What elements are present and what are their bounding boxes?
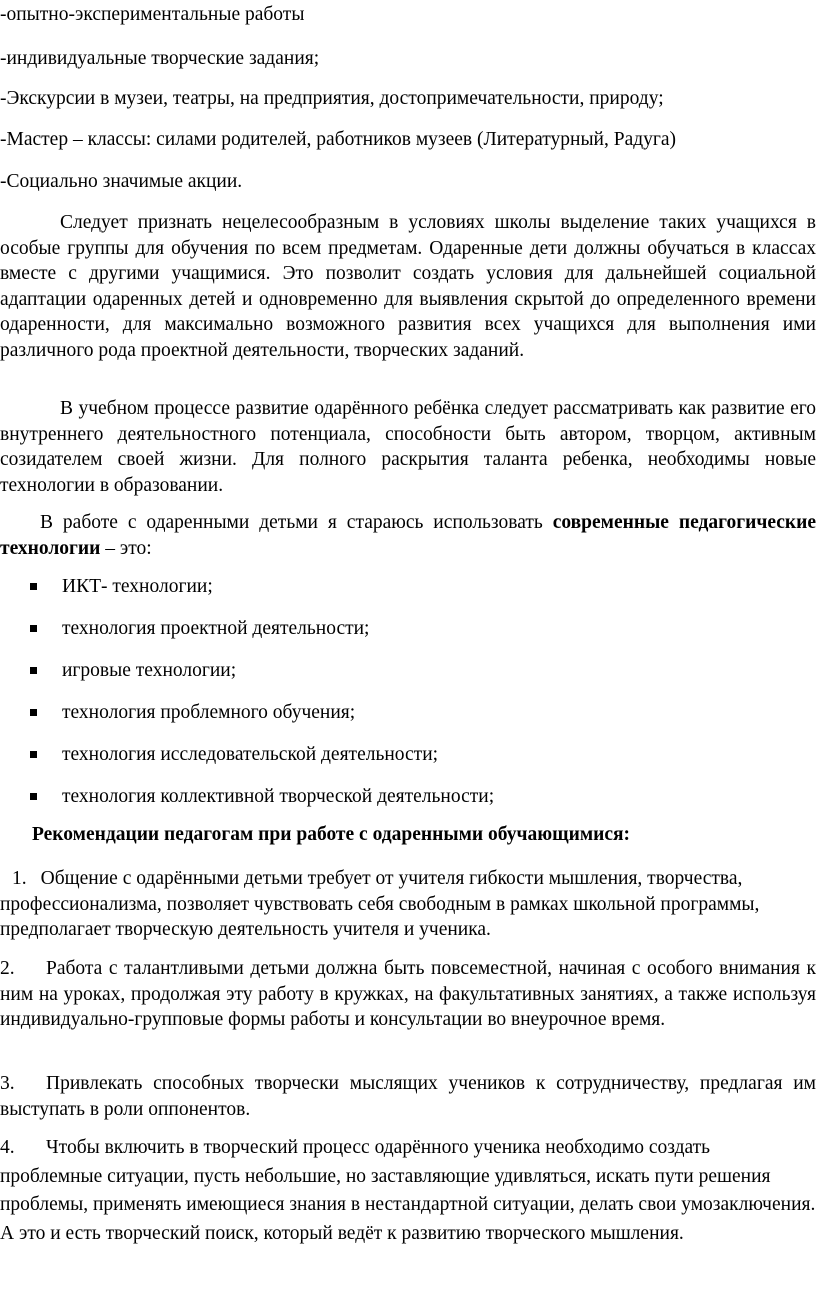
recommendation-item bbox=[0, 866, 816, 943]
list-item-text: технология проблемного обучения; bbox=[62, 702, 356, 723]
paragraph-technologies-bold: современные педагогические технологии bbox=[0, 512, 816, 559]
recommendation-text: Чтобы включить в творческий процесс одарённого ученика необходимо создать проблемные ситуации, пусть небольшие, но заставляющие удивляться, искать пути решения проблемы, применять имеющиеся знания в нестандартной ситуации, делать свои умозаключения. А это и есть творческий поиск, который ведёт к развитию творческого мышления. bbox=[0, 1137, 816, 1244]
list-item bbox=[0, 743, 816, 767]
list-item-text: технология коллективной творческой деятельности; bbox=[62, 786, 495, 807]
recommendation-item bbox=[0, 1134, 816, 1248]
list-item-text: игровые технологии; bbox=[62, 660, 237, 681]
intro-line-1: -опытно-экспериментальные работы bbox=[0, 4, 305, 25]
square-bullet-icon bbox=[30, 583, 37, 590]
list-item-text: технология исследовательской деятельности; bbox=[62, 744, 439, 765]
intro-line-2: -индивидуальные творческие задания; bbox=[0, 48, 320, 69]
paragraph-technologies-intro bbox=[0, 510, 816, 562]
intro-line-4: -Мастер – классы: силами родителей, работников музеев (Литературный, Радуга) bbox=[0, 129, 677, 150]
square-bullet-icon bbox=[30, 709, 37, 716]
paragraph-technologies-tail: – это: bbox=[100, 538, 152, 559]
recommendation-text: Общение с одарёнными детьми требует от учителя гибкости мышления, творчества, профессионализма, позволяет чувствовать себя свободным в рамках школьной программы, предполагает творческую деятельность учителя и ученика. bbox=[0, 868, 760, 940]
intro-line-3: -Экскурсии в музеи, театры, на предприятия, достопримечательности, природу; bbox=[0, 88, 664, 109]
technologies-list bbox=[0, 575, 816, 827]
list-item bbox=[0, 785, 816, 809]
paragraph-technologies-lead: В работе с одаренными детьми я стараюсь использовать bbox=[40, 512, 553, 533]
list-item-text: ИКТ- технологии; bbox=[62, 576, 213, 597]
recommendation-text: Привлекать способных творчески мыслящих учеников к сотрудничеству, предлагая им выступать в роли оппонентов. bbox=[0, 1073, 816, 1120]
recommendation-number: 4. bbox=[0, 1137, 15, 1158]
square-bullet-icon bbox=[30, 667, 37, 674]
square-bullet-icon bbox=[30, 625, 37, 632]
recommendation-number: 1. bbox=[12, 868, 27, 889]
intro-line-5: -Социально значимые акции. bbox=[0, 171, 243, 192]
list-item bbox=[0, 659, 816, 683]
recommendation-number: 3. bbox=[0, 1073, 15, 1094]
list-item bbox=[0, 701, 816, 725]
recommendations-heading: Рекомендации педагогам при работе с одаренными обучающимися: bbox=[32, 824, 631, 845]
square-bullet-icon bbox=[30, 751, 37, 758]
square-bullet-icon bbox=[30, 793, 37, 800]
list-item bbox=[0, 617, 816, 641]
paragraph-separate-classes: Следует признать нецелесообразным в условиях школы выделение таких учащихся в особые группы для обучения по всем предметам. Одаренные дети должны обучаться в классах вместе с другими учащимися. Это позволит создать условия для дальнейшей социальной адаптации одаренных детей и одновременно для выявления скрытой до определенного времени одаренности, для максимально возможного развития всех учащихся для выполнения ими различного рода проектной деятельности, творческих заданий. bbox=[0, 212, 816, 361]
list-item-text: технология проектной деятельности; bbox=[62, 618, 370, 639]
recommendation-item bbox=[0, 1071, 816, 1122]
paragraph-development: В учебном процессе развитие одарённого ребёнка следует рассматривать как развитие его внутреннего деятельностного потенциала, способности быть автором, творцом, активным созидателем своей жизни. Для полного раскрытия таланта ребенка, необходимы новые технологии в образовании. bbox=[0, 398, 816, 496]
recommendation-number: 2. bbox=[0, 958, 15, 979]
recommendation-text: Работа с талантливыми детьми должна быть повсеместной, начиная с особого внимания к ним на уроках, продолжая эту работу в кружках, на факультативных занятиях, а также используя индивидуально-групповые формы работы и консультации во внеурочное время. bbox=[0, 958, 816, 1030]
list-item bbox=[0, 575, 816, 599]
recommendation-item bbox=[0, 956, 816, 1033]
